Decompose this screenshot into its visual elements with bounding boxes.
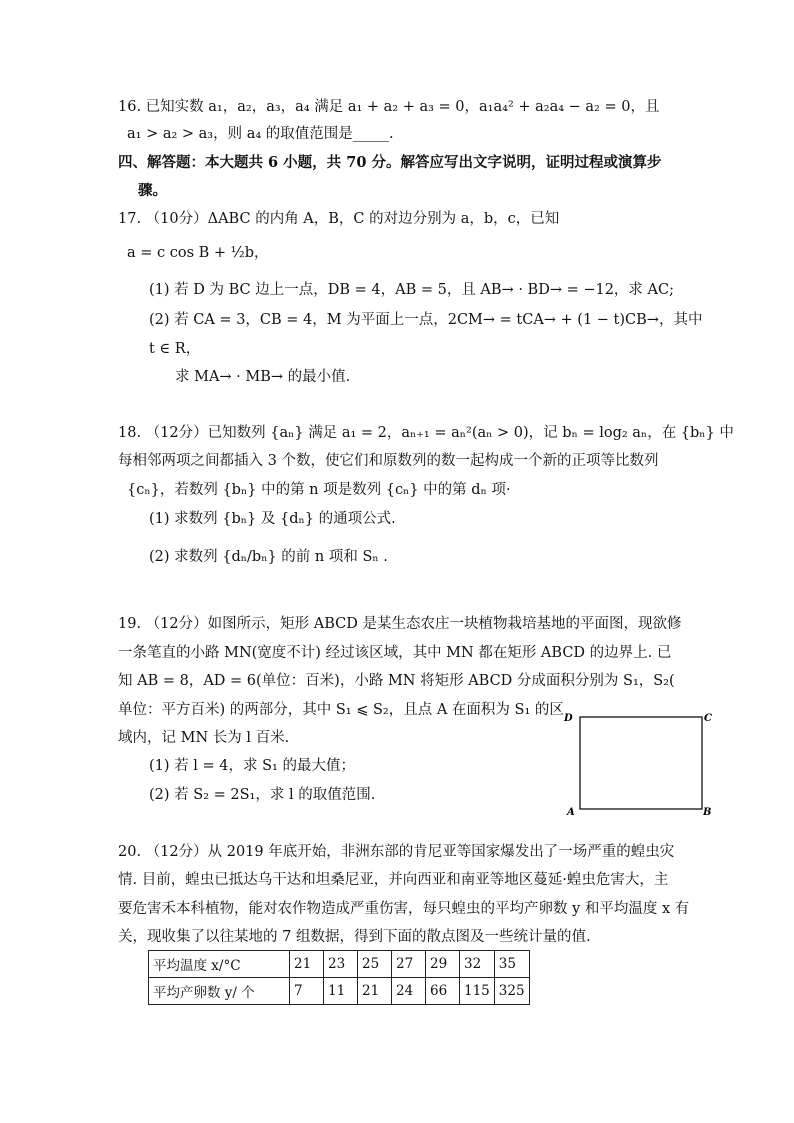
table-row [149, 978, 530, 1005]
q17-line-4: (2) 若 CA = 3，CB = 4，M 为平面上一点，2CM→ = tCA→ + (1 − t)CB→，其中 [149, 312, 703, 328]
q19-line-4: 单位：平方百米) 的两部分，其中 S₁ ⩽ S₂，且点 A 在面积为 S₁ 的区 [118, 702, 564, 718]
table-cell: 27 [392, 951, 426, 978]
table-cell: 21 [290, 951, 324, 978]
q20-line-3: 要危害禾本科植物，能对农作物造成严重伤害，每只蝗虫的平均产卵数 y 和平均温度 x 有 [118, 901, 690, 917]
table-cell: 325 [494, 978, 529, 1005]
table-cell: 115 [460, 978, 495, 1005]
q19-line-5: 域内，记 MN 长为 l 百米. [118, 730, 290, 746]
rectangle-outline [580, 717, 702, 809]
q17-line-3: (1) 若 D 为 BC 边上一点，DB = 4，AB = 5，且 AB→ · BD→ = −12，求 AC; [149, 282, 674, 298]
table-cell: 29 [426, 951, 460, 978]
table-row-head: 平均温度 x/°C [149, 951, 290, 978]
q19-line-1: 19. （12分）如图所示，矩形 ABCD 是某生态农庄一块植物栽培基地的平面图，现欲修 [118, 616, 682, 632]
q19-line-7: (2) 若 S₂ = 2S₁，求 l 的取值范围. [149, 787, 376, 803]
q17-line-5: t ∈ R， [149, 341, 201, 357]
section-4-heading-cont: 骤。 [138, 182, 167, 199]
label-d: D [564, 713, 573, 724]
rectangle-abcd-figure [562, 708, 727, 820]
section-4-heading: 四、解答题：本大题共 6 小题，共 70 分。解答应写出文字说明，证明过程或演算步 [118, 154, 662, 171]
table-cell: 23 [324, 951, 358, 978]
q18-line-3: {cₙ}，若数列 {bₙ} 中的第 n 项是数列 {cₙ} 中的第 dₙ 项· [127, 482, 511, 498]
q16-line-1: 16. 已知实数 a₁，a₂，a₃，a₄ 满足 a₁ + a₂ + a₃ = 0，a₁a₄² + a₂a₄ − a₂ = 0，且 [118, 99, 660, 115]
q18-line-5: (2) 求数列 {dₙ/bₙ} 的前 n 项和 Sₙ . [149, 549, 388, 565]
q18-line-4: (1) 求数列 {bₙ} 及 {dₙ} 的通项公式. [149, 511, 396, 527]
q19-line-2: 一条笔直的小路 MN(宽度不计) 经过该区域，其中 MN 都在矩形 ABCD 的边界上. 已 [118, 645, 672, 661]
q20-line-2: 情. 目前，蝗虫已抵达乌干达和坦桑尼亚，并向西亚和南亚等地区蔓延·蝗虫危害大，主 [118, 872, 669, 888]
temperature-eggs-table [148, 950, 530, 1005]
q18-line-1: 18. （12分）已知数列 {aₙ} 满足 a₁ = 2，aₙ₊₁ = aₙ²(aₙ > 0)，记 bₙ = log₂ aₙ，在 {bₙ} 中 [118, 425, 734, 441]
table-row [149, 951, 530, 978]
table-cell: 7 [290, 978, 324, 1005]
q20-line-1: 20. （12分）从 2019 年底开始，非洲东部的肯尼亚等国家爆发出了一场严重的蝗虫灾 [118, 844, 675, 860]
table-cell: 25 [358, 951, 392, 978]
q17-line-6: 求 MA→ · MB→ 的最小值. [175, 369, 351, 385]
label-c: C [704, 713, 712, 724]
q20-line-4: 关，现收集了以往某地的 7 组数据，得到下面的散点图及一些统计量的值. [118, 929, 591, 945]
table-cell: 21 [358, 978, 392, 1005]
table-cell: 66 [426, 978, 460, 1005]
table-cell: 24 [392, 978, 426, 1005]
label-a: A [567, 807, 575, 818]
q19-line-3: 知 AB = 8，AD = 6(单位：百米)，小路 MN 将矩形 ABCD 分成面积分别为 S₁，S₂( [118, 673, 675, 689]
q19-line-6: (1) 若 l = 4，求 S₁ 的最大值； [149, 758, 355, 774]
label-b: B [703, 807, 712, 818]
table-cell: 35 [494, 951, 529, 978]
q18-line-2: 每相邻两项之间都插入 3 个数，使它们和原数列的数一起构成一个新的正项等比数列 [118, 453, 659, 469]
table-cell: 32 [460, 951, 495, 978]
q17-line-1: 17. （10分）ΔABC 的内角 A，B，C 的对边分别为 a，b，c，已知 [118, 211, 560, 227]
table-row-head: 平均产卵数 y/ 个 [149, 978, 290, 1005]
q17-line-2: a = c cos B + ½b， [127, 245, 269, 261]
table-cell: 11 [324, 978, 358, 1005]
q16-line-2: a₁ > a₂ > a₃，则 a₄ 的取值范围是_____. [127, 126, 394, 142]
